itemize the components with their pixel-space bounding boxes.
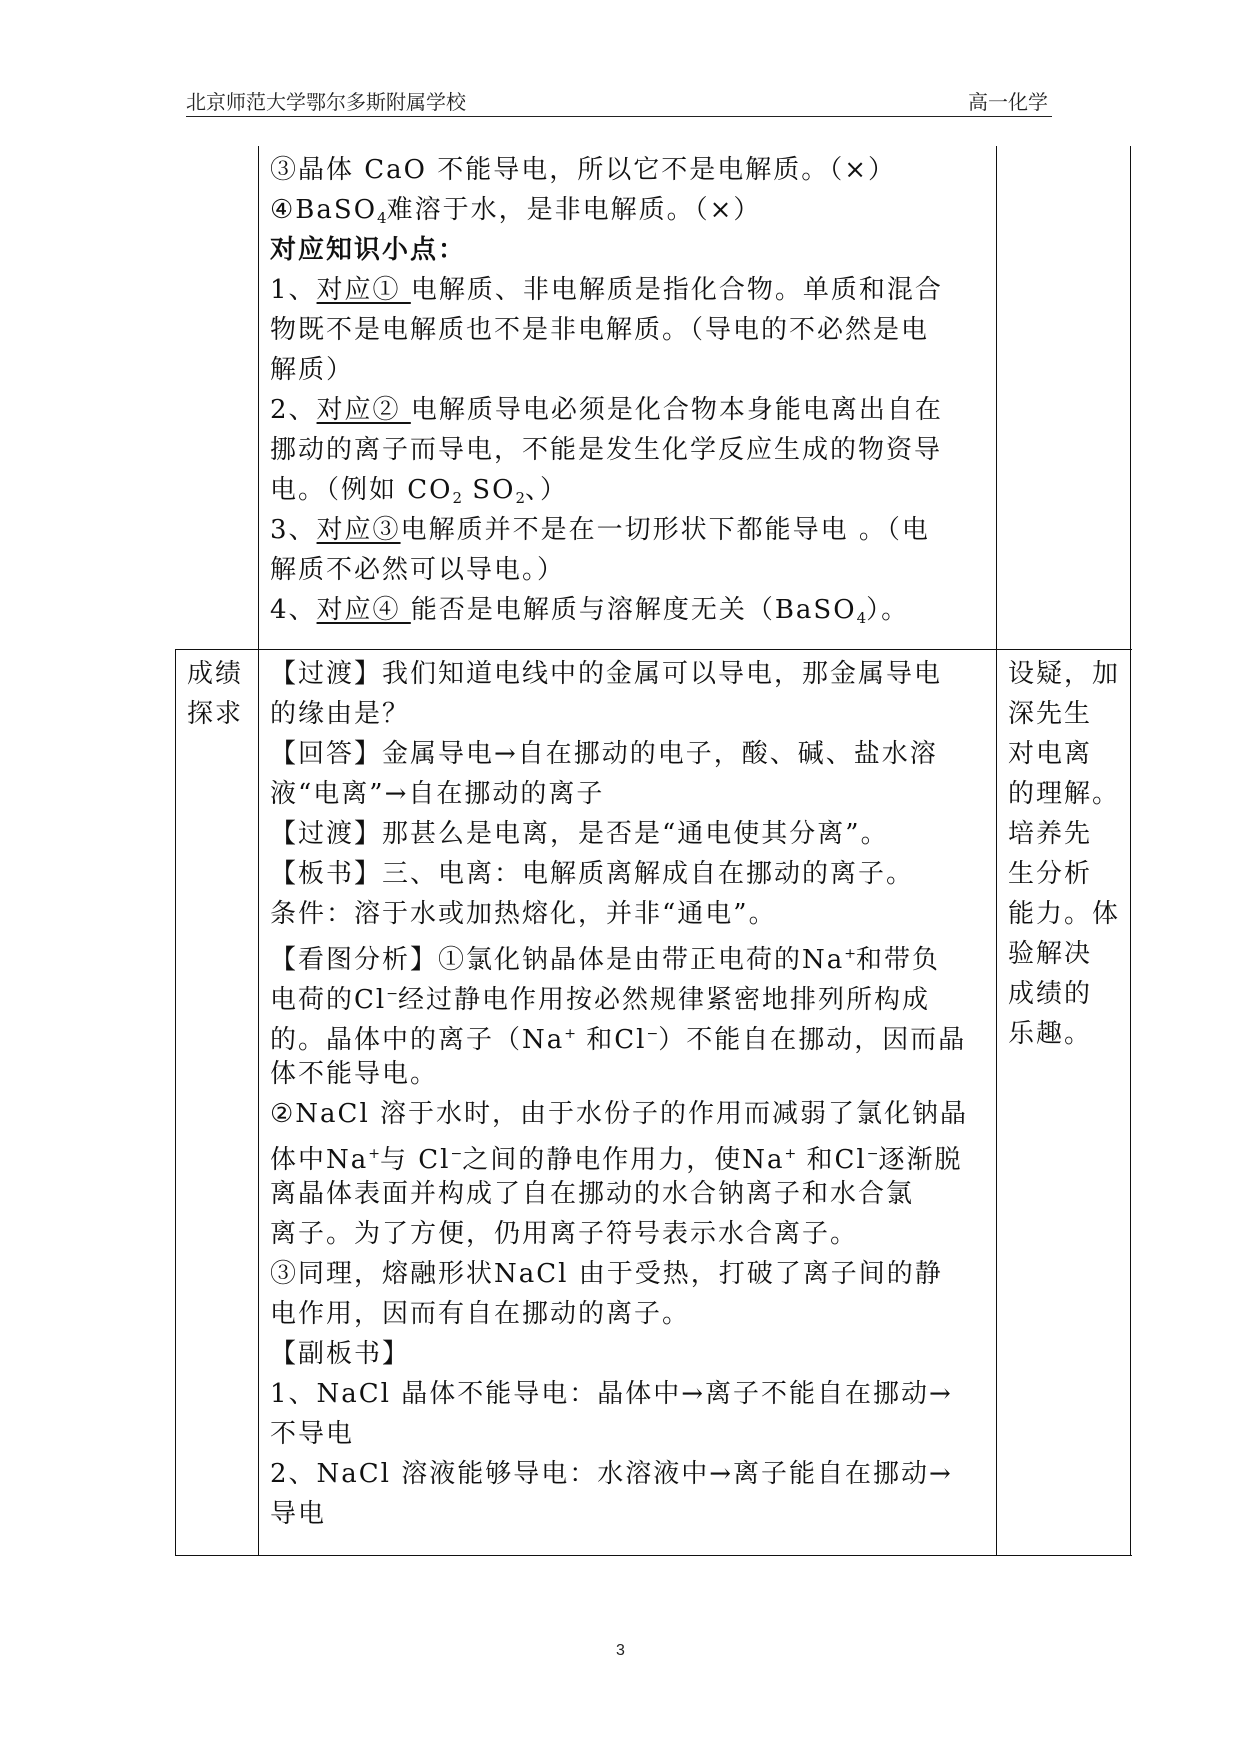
text-line: 【过渡】我们知道电线中的金属可以导电，那金属导电 bbox=[270, 659, 943, 689]
text-line: 1、NaCl 晶体不能导电：晶体中→离子不能自在挪动→ bbox=[270, 1379, 953, 1409]
section-heading: 对应知识小点： bbox=[270, 235, 467, 265]
text-line: 【回答】金属导电→自在挪动的电子，酸、碱、盐水溶 bbox=[270, 739, 938, 769]
page-number: 3 bbox=[616, 1642, 625, 1659]
row-divider bbox=[175, 649, 1132, 650]
text-line: 【板书】三、电离：电解质离解成自在挪动的离子。 bbox=[270, 859, 915, 889]
table-border-right bbox=[1130, 146, 1131, 1556]
text-line: 液“电离”→自在挪动的离子 bbox=[270, 779, 605, 809]
row2-label bbox=[187, 654, 255, 734]
text-line: 挪动的离子而导电，不能是发生化学反应生成的物资导 bbox=[270, 435, 943, 465]
note-line: 对电离 bbox=[1008, 739, 1093, 769]
label-line: 成绩 bbox=[187, 659, 244, 689]
text-line: 不导电 bbox=[270, 1419, 355, 1449]
text-line: 电。（例如 $CO_2$ $SO_2$、） bbox=[270, 475, 568, 507]
subject-name: 高一化学 bbox=[968, 90, 1048, 114]
text-line: 【看图分析】①氯化钠晶体是由带正电荷的Na+和带负 bbox=[270, 945, 941, 975]
note-line: 乐趣。 bbox=[1008, 1019, 1093, 1049]
text-line: 物既不是电解质也不是非电解质。（导电的不必然是电 bbox=[270, 315, 930, 345]
note-line: 深先生 bbox=[1008, 699, 1093, 729]
note-line: 的理解。 bbox=[1008, 779, 1121, 809]
note-line: 设疑，加 bbox=[1008, 659, 1121, 689]
text-line: 条件：溶于水或加热熔化，并非“通电”。 bbox=[270, 899, 777, 929]
text-line: 1、对应① 电解质、非电解质是指化合物。单质和混合 bbox=[270, 275, 943, 305]
note-line: 能力。体 bbox=[1008, 899, 1121, 929]
text-line: ③晶体 CaO 不能导电，所以它不是电解质。（×） bbox=[270, 155, 897, 185]
note-line: 培养先 bbox=[1008, 819, 1093, 849]
text-line: 3、对应③电解质并不是在一切形状下都能导电 。（电 bbox=[270, 515, 930, 545]
text-line: 体不能导电。 bbox=[270, 1059, 439, 1089]
table-divider-note bbox=[996, 146, 997, 1556]
text-line: 离子。为了方便，仍用离子符号表示水合离子。 bbox=[270, 1219, 859, 1249]
label-line: 探求 bbox=[187, 699, 244, 729]
note-line: 生分析 bbox=[1008, 859, 1093, 889]
text-line: 解质不必然可以导电。） bbox=[270, 555, 566, 585]
row2-note bbox=[1008, 654, 1126, 1054]
text-line: 的缘由是？ bbox=[270, 699, 411, 729]
text-line: ③同理，熔融形状NaCl 由于受热，打破了离子间的静 bbox=[270, 1259, 943, 1289]
row2-content bbox=[270, 654, 985, 1534]
text-line: 2、NaCl 溶液能够导电：水溶液中→离子能自在挪动→ bbox=[270, 1459, 953, 1489]
text-line: 导电 bbox=[270, 1499, 327, 1529]
text-line: 体中Na+与 Cl−之间的静电作用力，使Na+ 和Cl−逐渐脱 bbox=[270, 1145, 963, 1175]
table-divider-label bbox=[258, 146, 259, 1556]
header-rule bbox=[186, 116, 1052, 117]
text-line: 【副板书】 bbox=[270, 1339, 411, 1369]
text-line: ②NaCl 溶于水时，由于水份子的作用而减弱了氯化钠晶 bbox=[270, 1099, 969, 1129]
text-line: 解质） bbox=[270, 355, 355, 385]
row1-content bbox=[270, 150, 985, 630]
text-line: 电作用，因而有自在挪动的离子。 bbox=[270, 1299, 691, 1329]
lesson-table bbox=[175, 146, 1132, 1556]
school-name: 北京师范大学鄂尔多斯附属学校 bbox=[186, 90, 466, 114]
note-line: 验解决 bbox=[1008, 939, 1093, 969]
table-border-bottom bbox=[175, 1555, 1132, 1556]
text-line: ④BaSO$_4$难溶于水，是非电解质。（×） bbox=[270, 195, 762, 227]
page-header bbox=[186, 86, 1052, 116]
text-line: 电荷的Cl−经过静电作用按必然规律紧密地排列所构成 bbox=[270, 985, 930, 1015]
text-line: 4、对应④ 能否是电解质与溶解度无关（BaSO$_4$）。 bbox=[270, 595, 910, 627]
text-line: 2、对应② 电解质导电必须是化合物本身能电离出自在 bbox=[270, 395, 943, 425]
table-border-left bbox=[175, 649, 176, 1556]
text-line: 离晶体表面并构成了自在挪动的水合钠离子和水合氯 bbox=[270, 1179, 915, 1209]
text-line: 【过渡】那甚么是电离，是否是“通电使其分离”。 bbox=[270, 819, 889, 849]
note-line: 成绩的 bbox=[1008, 979, 1093, 1009]
text-line: 的。晶体中的离子（Na+ 和Cl−）不能自在挪动，因而晶 bbox=[270, 1025, 967, 1055]
